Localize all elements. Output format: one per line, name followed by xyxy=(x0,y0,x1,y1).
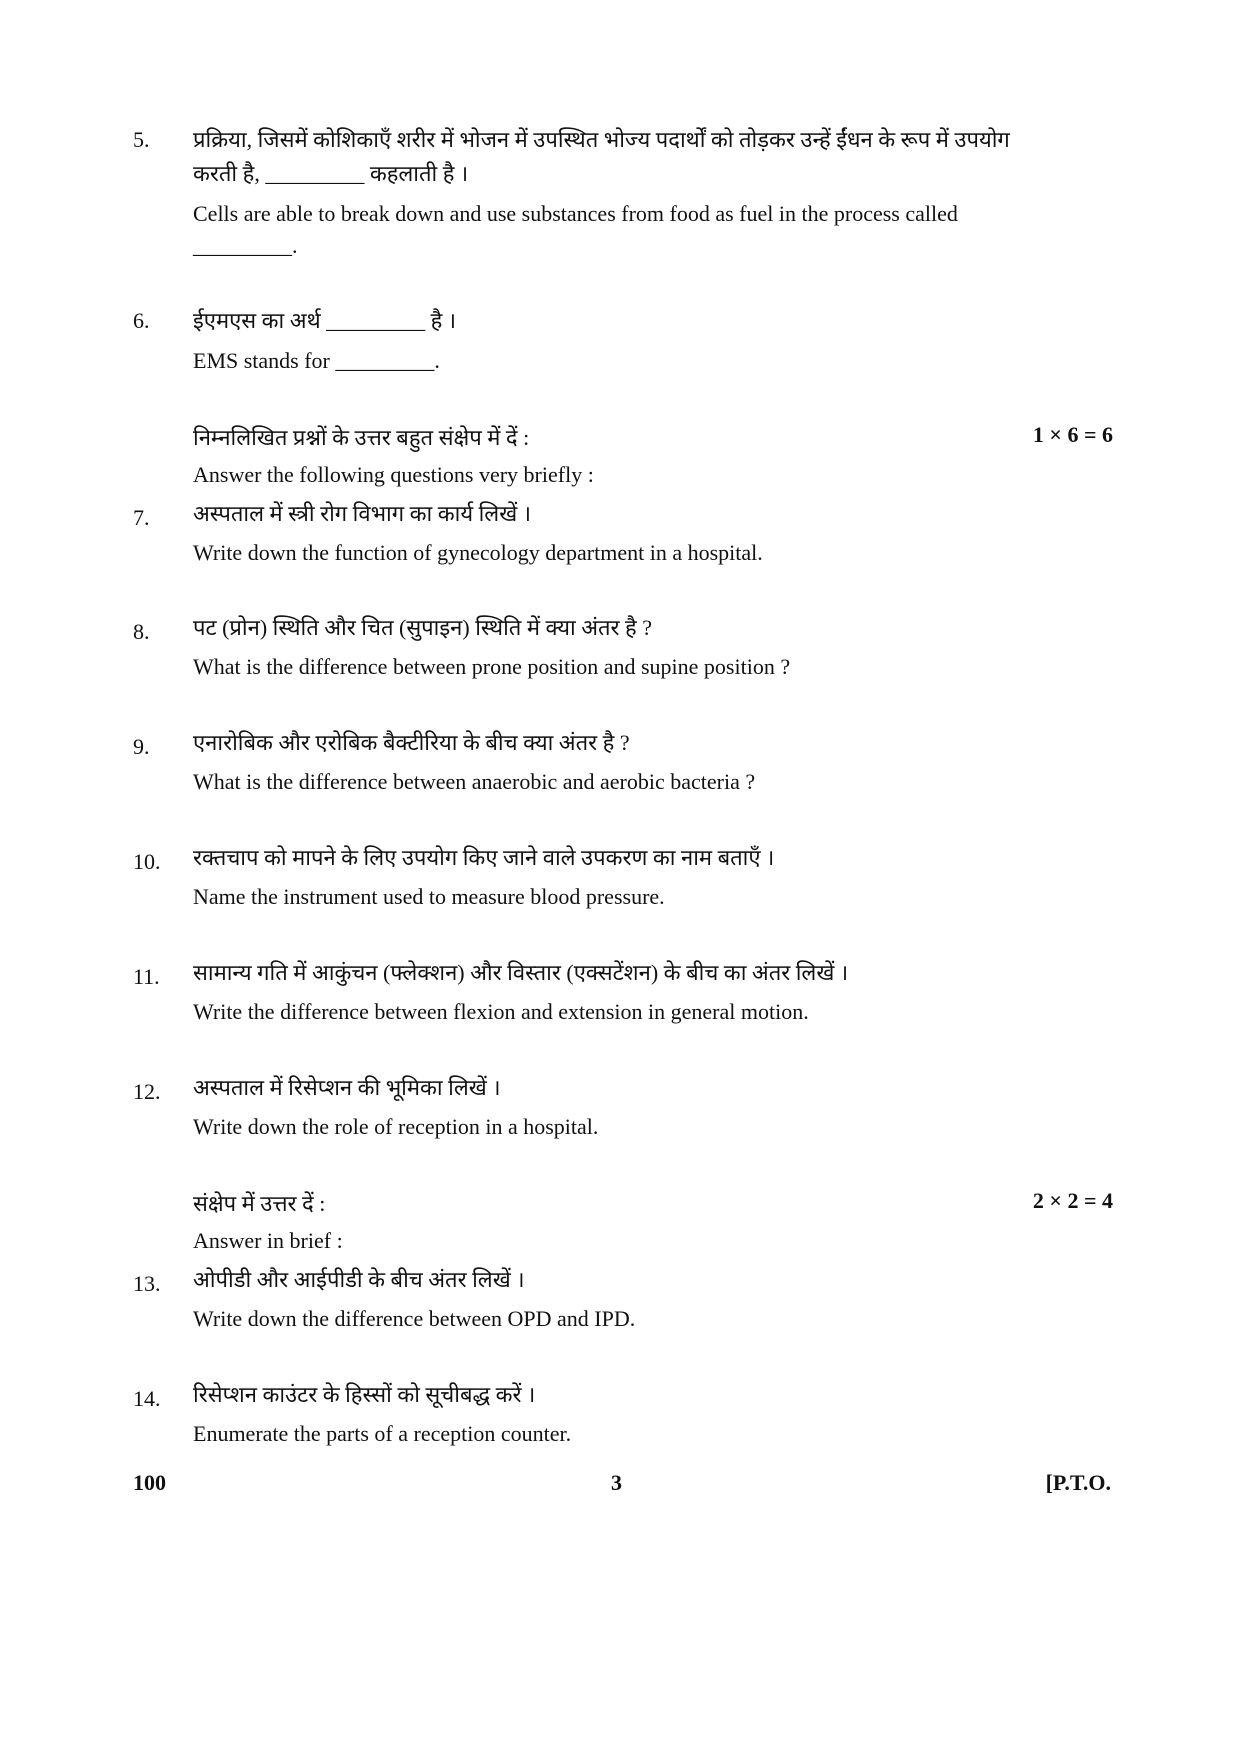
question-number: 12. xyxy=(133,1079,161,1104)
question-number: 14. xyxy=(133,1386,161,1411)
section-marks: 2 × 2 = 4 xyxy=(1032,1188,1113,1213)
question-text-hindi: रक्तचाप को मापने के लिए उपयोग किए जाने वाले उपकरण का नाम बताएँ । xyxy=(193,845,775,870)
question-text-english: Enumerate the parts of a reception counter. xyxy=(193,1421,572,1446)
question-text-english: Cells are able to break down and use substances from food as fuel in the process called xyxy=(193,201,958,226)
question-text-english: Write down the difference between OPD and IPD. xyxy=(193,1306,636,1331)
question-text-english: Write down the function of gynecology department in a hospital. xyxy=(193,540,763,565)
footer-page-number: 3 xyxy=(611,1470,622,1495)
question-text-hindi: एनारोबिक और एरोबिक बैक्टीरिया के बीच क्या अंतर है ? xyxy=(193,730,630,755)
question-number: 5. xyxy=(133,127,150,152)
question-text-hindi: अस्पताल में स्त्री रोग विभाग का कार्य लिखें । xyxy=(193,501,532,526)
section-instruction-english: Answer the following questions very briefly : xyxy=(193,462,594,487)
question-text-hindi: प्रक्रिया, जिसमें कोशिकाएँ शरीर में भोजन में उपस्थित भोज्य पदार्थों को तोड़कर उन्हें ईंधन के रूप में उपयोग xyxy=(193,127,1010,152)
question-text-english: What is the difference between prone position and supine position ? xyxy=(193,654,791,679)
question-text-hindi: करती है, _________ कहलाती है । xyxy=(193,161,469,186)
question-number: 6. xyxy=(133,308,150,333)
question-number: 9. xyxy=(133,734,150,759)
question-number: 7. xyxy=(133,505,150,530)
question-text-hindi: अस्पताल में रिसेप्शन की भूमिका लिखें । xyxy=(193,1075,501,1100)
section-instruction-hindi: संक्षेप में उत्तर दें : xyxy=(193,1191,326,1216)
question-number: 10. xyxy=(133,849,161,874)
question-text-english: Write down the role of reception in a hospital. xyxy=(193,1114,599,1139)
question-text-english: _________. xyxy=(193,233,298,258)
section-instruction-hindi: निम्नलिखित प्रश्नों के उत्तर बहुत संक्षेप में दें : xyxy=(193,425,530,450)
question-text-hindi: सामान्य गति में आकुंचन (फ्लेक्शन) और विस्तार (एक्सटेंशन) के बीच का अंतर लिखें । xyxy=(193,960,849,985)
section-instruction-english: Answer in brief : xyxy=(193,1228,343,1253)
question-text-hindi: पट (प्रोन) स्थिति और चित (सुपाइन) स्थिति में क्या अंतर है ? xyxy=(193,615,653,640)
question-text-hindi: रिसेप्शन काउंटर के हिस्सों को सूचीबद्ध करें । xyxy=(193,1382,536,1407)
footer-pto: [P.T.O. xyxy=(1045,1470,1111,1495)
question-text-hindi: ईएमएस का अर्थ _________ है । xyxy=(193,308,457,333)
question-text-hindi: ओपीडी और आईपीडी के बीच अंतर लिखें । xyxy=(193,1267,525,1292)
question-text-english: Name the instrument used to measure blood pressure. xyxy=(193,884,665,909)
question-number: 13. xyxy=(133,1271,161,1296)
question-number: 11. xyxy=(133,964,160,989)
question-text-english: What is the difference between anaerobic and aerobic bacteria ? xyxy=(193,769,756,794)
section-marks: 1 × 6 = 6 xyxy=(1032,422,1113,447)
footer-paper-code: 100 xyxy=(133,1470,166,1495)
question-text-english: EMS stands for _________. xyxy=(193,348,440,373)
question-text-english: Write the difference between flexion and extension in general motion. xyxy=(193,999,809,1024)
question-number: 8. xyxy=(133,619,150,644)
